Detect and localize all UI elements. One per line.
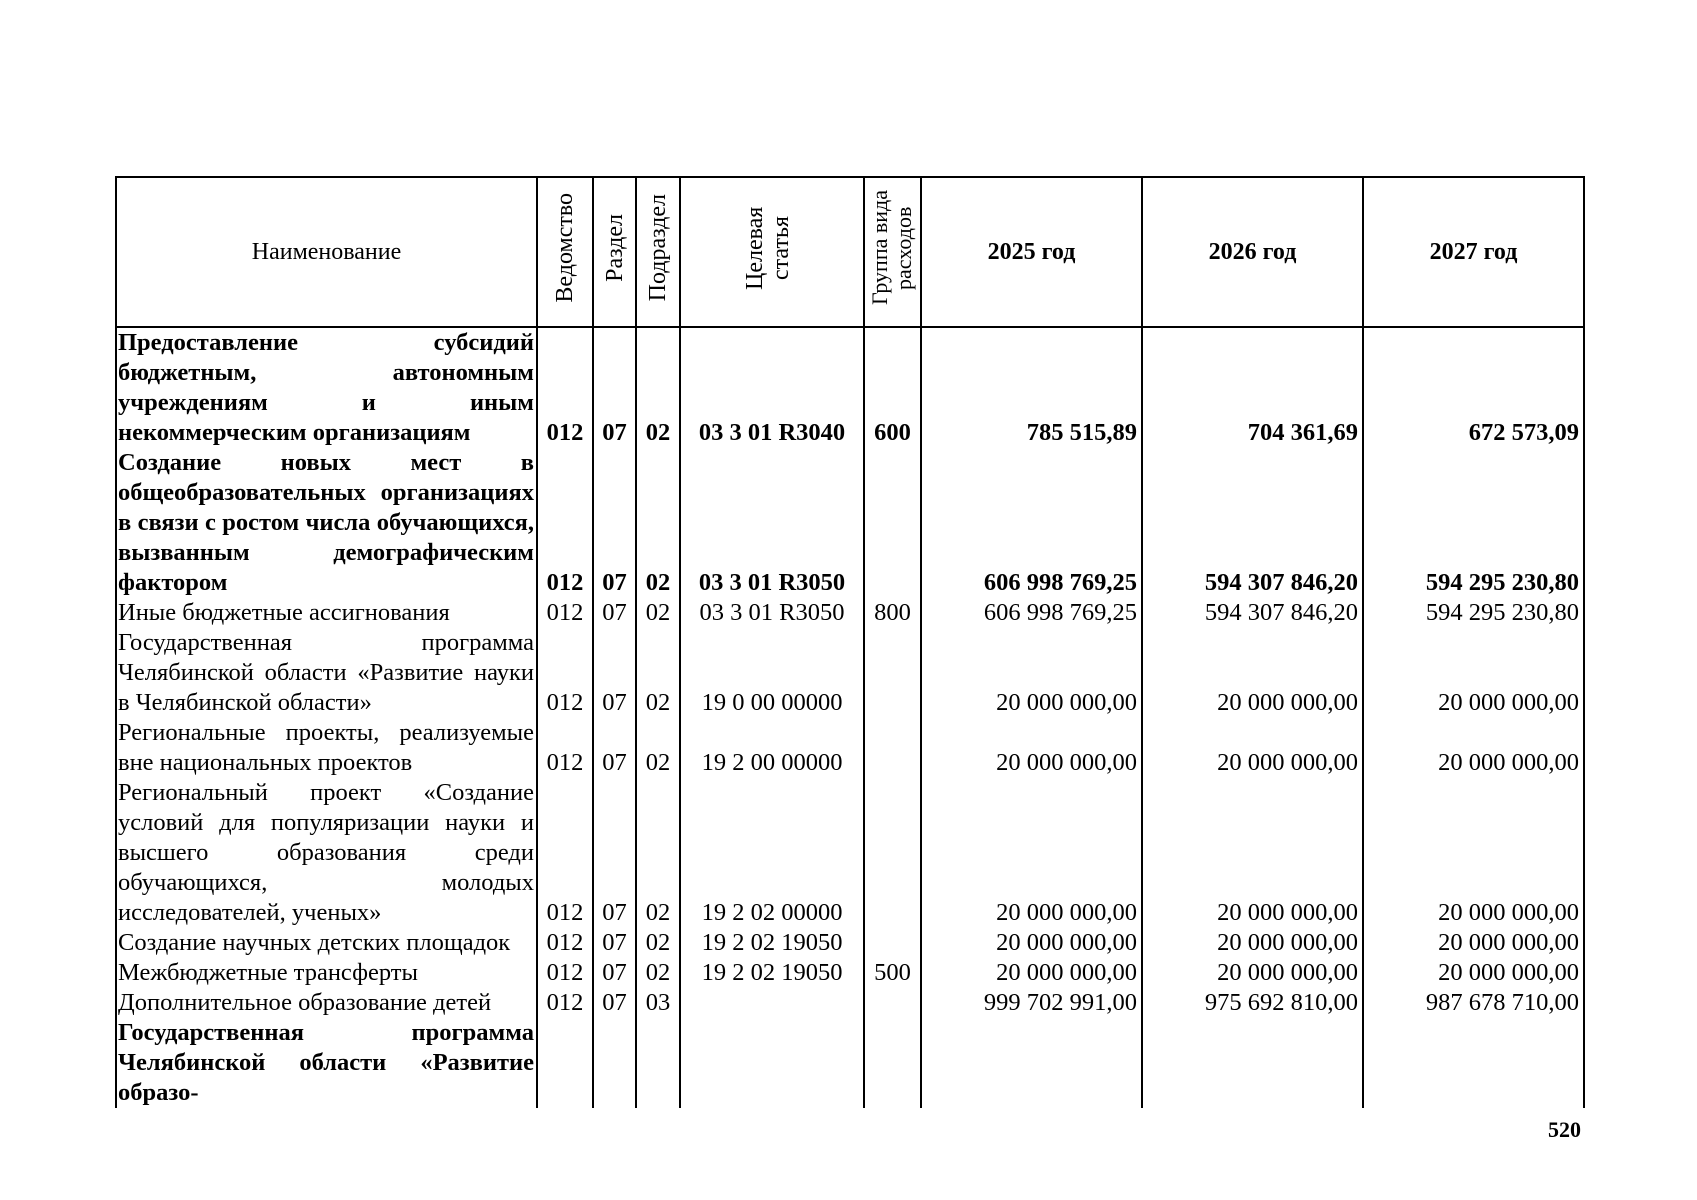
- row-y2027: 20 000 000,00: [1363, 778, 1584, 928]
- row-gruppa: [864, 448, 921, 598]
- row-celevaya: [680, 988, 864, 1018]
- row-podrazdel: 02: [636, 448, 680, 598]
- row-razdel: 07: [593, 958, 636, 988]
- row-name: Государственная программа Челябинской области «Развитие науки в Челябинской области»: [116, 628, 537, 718]
- row-y2026: 20 000 000,00: [1142, 628, 1363, 718]
- row-y2026: 594 307 846,20: [1142, 448, 1363, 598]
- row-podrazdel: 03: [636, 988, 680, 1018]
- table-row: [116, 988, 1584, 1018]
- row-y2026: 704 361,69: [1142, 327, 1363, 448]
- header-vedomstvo: [537, 177, 593, 327]
- row-y2025: 20 000 000,00: [921, 628, 1142, 718]
- row-razdel: 07: [593, 928, 636, 958]
- row-vedomstvo: 012: [537, 448, 593, 598]
- row-name: Региональный проект «Создание условий для популяризации науки и высшего образования среди обучающихся, молодых исследователей, ученых»: [116, 778, 537, 928]
- header-celevaya: [680, 177, 864, 327]
- row-vedomstvo: [537, 1018, 593, 1108]
- row-podrazdel: [636, 1018, 680, 1108]
- row-name: Создание новых мест в общеобразовательных организациях в связи с ростом числа обучающихся, вызванным демографическим фактором: [116, 448, 537, 598]
- row-y2027: 20 000 000,00: [1363, 718, 1584, 778]
- table-row: [116, 958, 1584, 988]
- header-celevaya-label: Целевая статья: [742, 206, 794, 290]
- row-y2025: 20 000 000,00: [921, 778, 1142, 928]
- row-y2027: 20 000 000,00: [1363, 928, 1584, 958]
- table-row: [116, 448, 1584, 598]
- row-name: Иные бюджетные ассигнования: [116, 598, 537, 628]
- header-gruppa-label: Группа вида расходов: [866, 190, 916, 306]
- row-y2027: 672 573,09: [1363, 327, 1584, 448]
- header-podrazdel: [636, 177, 680, 327]
- row-vedomstvo: 012: [537, 778, 593, 928]
- row-vedomstvo: 012: [537, 628, 593, 718]
- row-y2025: 20 000 000,00: [921, 958, 1142, 988]
- row-podrazdel: 02: [636, 958, 680, 988]
- row-y2025: 999 702 991,00: [921, 988, 1142, 1018]
- row-vedomstvo: 012: [537, 718, 593, 778]
- row-y2025: 20 000 000,00: [921, 928, 1142, 958]
- row-razdel: 07: [593, 448, 636, 598]
- row-y2026: 20 000 000,00: [1142, 928, 1363, 958]
- row-celevaya: 03 3 01 R3050: [680, 598, 864, 628]
- table-row: [116, 628, 1584, 718]
- header-year-2027-label: 2027 год: [1429, 239, 1518, 265]
- row-celevaya: 19 2 02 00000: [680, 778, 864, 928]
- header-razdel: [593, 177, 636, 327]
- row-gruppa: [864, 718, 921, 778]
- row-gruppa: [864, 988, 921, 1018]
- row-celevaya: 19 2 00 00000: [680, 718, 864, 778]
- row-y2025: [921, 1018, 1142, 1108]
- header-year-2026: [1142, 177, 1363, 327]
- budget-table-container: [115, 176, 1583, 1108]
- row-celevaya: 19 2 02 19050: [680, 928, 864, 958]
- header-vedomstvo-label: Ведомство: [552, 193, 578, 303]
- header-name: Наименование: [116, 177, 537, 327]
- header-year-2026-label: 2026 год: [1208, 239, 1297, 265]
- row-y2026: 975 692 810,00: [1142, 988, 1363, 1018]
- row-razdel: 07: [593, 327, 636, 448]
- row-gruppa: [864, 778, 921, 928]
- row-vedomstvo: 012: [537, 988, 593, 1018]
- row-y2027: 20 000 000,00: [1363, 628, 1584, 718]
- table-row: [116, 327, 1584, 448]
- header-year-2025-label: 2025 год: [987, 239, 1076, 265]
- row-podrazdel: 02: [636, 628, 680, 718]
- row-vedomstvo: 012: [537, 327, 593, 448]
- page-number: 520: [1548, 1117, 1581, 1142]
- row-name: Дополнительное образование детей: [116, 988, 537, 1018]
- header-razdel-label: Раздел: [601, 214, 628, 282]
- row-razdel: 07: [593, 988, 636, 1018]
- row-gruppa: [864, 928, 921, 958]
- row-y2025: 20 000 000,00: [921, 718, 1142, 778]
- table-row: [116, 928, 1584, 958]
- table-row: [116, 778, 1584, 928]
- row-y2027: 594 295 230,80: [1363, 598, 1584, 628]
- row-y2025: 785 515,89: [921, 327, 1142, 448]
- row-celevaya: 03 3 01 R3050: [680, 448, 864, 598]
- table-row: [116, 598, 1584, 628]
- row-y2026: [1142, 1018, 1363, 1108]
- row-vedomstvo: 012: [537, 958, 593, 988]
- row-gruppa: 800: [864, 598, 921, 628]
- row-gruppa: [864, 628, 921, 718]
- row-razdel: 07: [593, 778, 636, 928]
- row-razdel: 07: [593, 598, 636, 628]
- row-y2025: 606 998 769,25: [921, 448, 1142, 598]
- row-podrazdel: 02: [636, 778, 680, 928]
- row-podrazdel: 02: [636, 928, 680, 958]
- row-y2026: 20 000 000,00: [1142, 778, 1363, 928]
- row-celevaya: 03 3 01 R3040: [680, 327, 864, 448]
- row-gruppa: [864, 1018, 921, 1108]
- row-gruppa: 600: [864, 327, 921, 448]
- row-name: Региональные проекты, реализуемые вне национальных проектов: [116, 718, 537, 778]
- header-year-2027: [1363, 177, 1584, 327]
- row-celevaya: 19 0 00 00000: [680, 628, 864, 718]
- row-y2026: 20 000 000,00: [1142, 958, 1363, 988]
- row-y2026: 20 000 000,00: [1142, 718, 1363, 778]
- row-y2026: 594 307 846,20: [1142, 598, 1363, 628]
- row-name: Предоставление субсидий бюджетным, автономным учреждениям и иным некоммерческим организациям: [116, 327, 537, 448]
- row-podrazdel: 02: [636, 327, 680, 448]
- header-gruppa: [864, 177, 921, 327]
- table-header-row: [116, 177, 1584, 327]
- row-y2025: 606 998 769,25: [921, 598, 1142, 628]
- row-gruppa: 500: [864, 958, 921, 988]
- row-name: Государственная программа Челябинской области «Развитие образо-: [116, 1018, 537, 1108]
- row-y2027: 594 295 230,80: [1363, 448, 1584, 598]
- row-vedomstvo: 012: [537, 928, 593, 958]
- row-name: Создание научных детских площадок: [116, 928, 537, 958]
- row-vedomstvo: 012: [537, 598, 593, 628]
- row-razdel: [593, 1018, 636, 1108]
- header-podrazdel-label: Подраздел: [645, 194, 671, 302]
- table-row: [116, 1018, 1584, 1108]
- row-celevaya: 19 2 02 19050: [680, 958, 864, 988]
- row-y2027: 20 000 000,00: [1363, 958, 1584, 988]
- row-y2027: [1363, 1018, 1584, 1108]
- row-podrazdel: 02: [636, 598, 680, 628]
- row-y2027: 987 678 710,00: [1363, 988, 1584, 1018]
- header-year-2025: [921, 177, 1142, 327]
- table-row: [116, 718, 1584, 778]
- row-razdel: 07: [593, 628, 636, 718]
- budget-table: [115, 176, 1585, 1108]
- row-name: Межбюджетные трансферты: [116, 958, 537, 988]
- row-podrazdel: 02: [636, 718, 680, 778]
- row-celevaya: [680, 1018, 864, 1108]
- row-razdel: 07: [593, 718, 636, 778]
